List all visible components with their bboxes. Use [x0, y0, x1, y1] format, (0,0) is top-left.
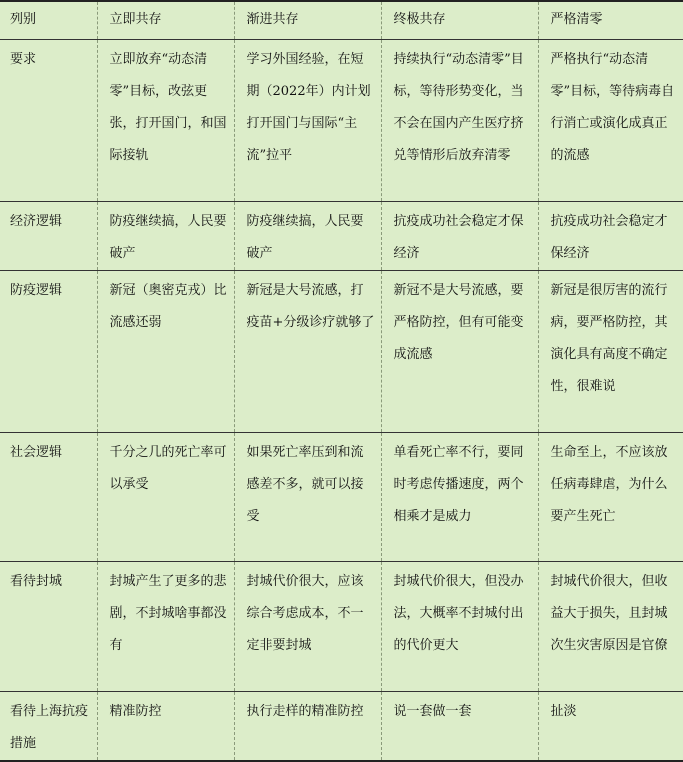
table-cell: 如果死亡率压到和流感差不多，就可以接受 [234, 432, 381, 561]
row-label: 看待封城 [0, 561, 97, 691]
table-cell: 封城产生了更多的悲剧，不封城啥事都没有 [97, 561, 234, 691]
table-cell: 新冠不是大号流感，要严格防控，但有可能变成流感 [381, 270, 538, 432]
table-cell: 立即放弃“动态清零”目标，改弦更张，打开国门，和国际接轨 [97, 39, 234, 201]
table-cell: 抗疫成功社会稳定才保经济 [381, 201, 538, 270]
table-row [0, 39, 683, 201]
table-cell: 封城代价很大，但收益大于损失，且封城次生灾害原因是官僚 [538, 561, 683, 691]
row-label: 看待上海抗疫措施 [0, 691, 97, 761]
table-cell: 学习外国经验，在短期（2022年）内计划打开国门与国际“主流”拉平 [234, 39, 381, 201]
table-cell: 新冠是大号流感，打疫苗+分级诊疗就够了 [234, 270, 381, 432]
table-cell: 扯淡 [538, 691, 683, 761]
table-cell: 千分之几的死亡率可以承受 [97, 432, 234, 561]
table-row [0, 432, 683, 561]
table-cell: 新冠（奥密克戎）比流感还弱 [97, 270, 234, 432]
table-cell: 封城代价很大，应该综合考虑成本，不一定非要封城 [234, 561, 381, 691]
header-ultimate-coexistence: 终极共存 [381, 1, 538, 39]
header-immediate-coexistence: 立即共存 [97, 1, 234, 39]
row-label: 经济逻辑 [0, 201, 97, 270]
header-row [0, 1, 683, 39]
header-category: 列别 [0, 1, 97, 39]
table-cell: 封城代价很大，但没办法，大概率不封城付出的代价更大 [381, 561, 538, 691]
table-row [0, 201, 683, 270]
table-cell: 防疫继续搞，人民要破产 [234, 201, 381, 270]
header-gradual-coexistence: 渐进共存 [234, 1, 381, 39]
table-cell: 单看死亡率不行，要同时考虑传播速度，两个相乘才是威力 [381, 432, 538, 561]
row-label: 社会逻辑 [0, 432, 97, 561]
table-row [0, 561, 683, 691]
table-cell: 说一套做一套 [381, 691, 538, 761]
table-cell: 生命至上，不应该放任病毒肆虐，为什么要产生死亡 [538, 432, 683, 561]
row-label: 防疫逻辑 [0, 270, 97, 432]
table-row [0, 691, 683, 761]
table-cell: 持续执行“动态清零”目标，等待形势变化，当不会在国内产生医疗挤兑等情形后放弃清零 [381, 39, 538, 201]
table-row [0, 270, 683, 432]
table-cell: 执行走样的精准防控 [234, 691, 381, 761]
table-cell: 抗疫成功社会稳定才保经济 [538, 201, 683, 270]
header-strict-zero: 严格清零 [538, 1, 683, 39]
table-cell: 严格执行“动态清零”目标，等待病毒自行消亡或演化成真正的流感 [538, 39, 683, 201]
table-cell: 精准防控 [97, 691, 234, 761]
row-label: 要求 [0, 39, 97, 201]
table-cell: 防疫继续搞，人民要破产 [97, 201, 234, 270]
table-cell: 新冠是很厉害的流行病，要严格防控，其演化具有高度不确定性，很难说 [538, 270, 683, 432]
